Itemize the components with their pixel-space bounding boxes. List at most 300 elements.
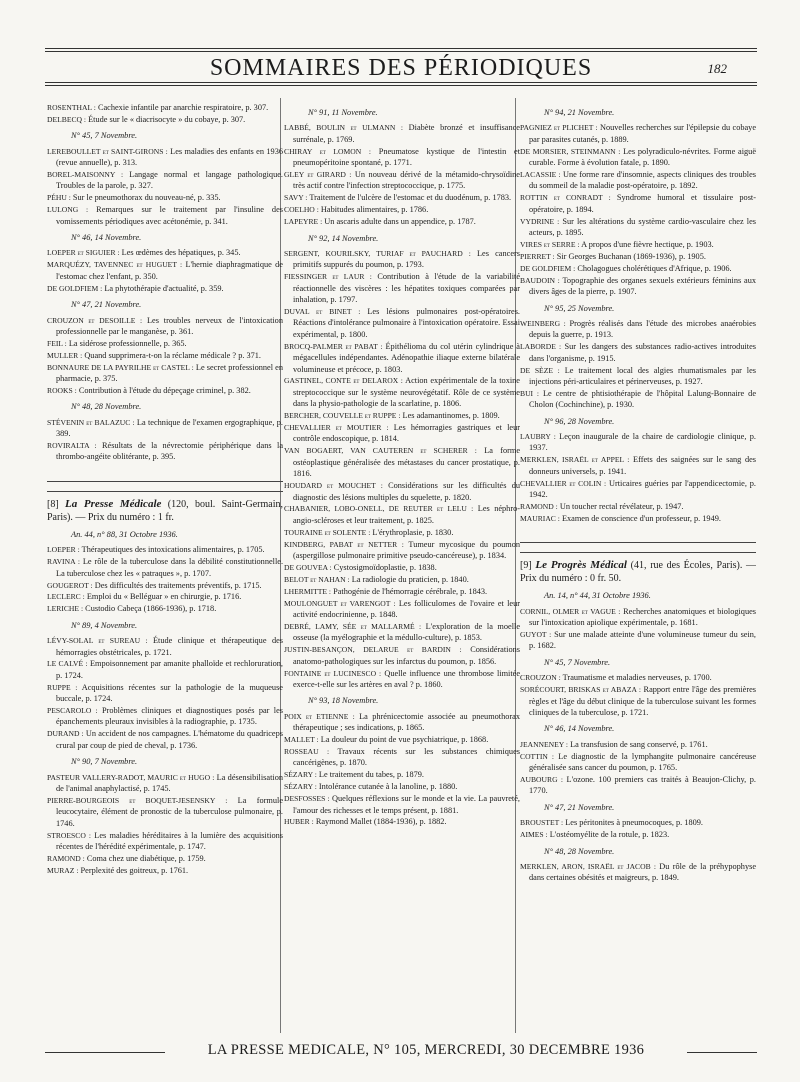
issue-heading: An. 44, n° 88, 31 Octobre 1936.	[71, 529, 178, 539]
summary-entry	[520, 251, 756, 262]
entry-text: L'ostéomyélite de la rotule, p. 1823.	[549, 830, 670, 840]
entry-text: La phytothérapie d'actualité, p. 359.	[104, 283, 224, 293]
entry-authors: PASTEUR VALLERY-RADOT, MAURIC et HUGO :	[47, 772, 215, 782]
summary-entry	[284, 122, 520, 145]
journal-name: La Presse Médicale	[65, 497, 162, 510]
entry-authors: HOUDARD et MOUCHET :	[284, 481, 383, 491]
journal-details: (41, rue des Écoles, Paris). — Prix du numéro : 0 fr. 50.	[520, 560, 756, 585]
summary-entry	[520, 365, 756, 388]
entry-authors: RAMOND :	[47, 853, 85, 863]
issue-heading: N° 48, 28 Novembre.	[71, 402, 142, 412]
summary-entry	[284, 621, 520, 644]
entry-text: Le traitement du tabes, p. 1879.	[318, 770, 424, 780]
summary-entry	[284, 793, 520, 816]
summary-entry	[284, 668, 520, 691]
entry-authors: CHEVALLIER et COLIN :	[520, 478, 607, 488]
entry-text: Les lésions pulmonaires post-opératoires. Réactions d'intolérance pulmonaire à l'intoxication opératoire. Essai expérimental, p. 1800.	[293, 307, 520, 339]
summary-entry	[47, 682, 283, 705]
entry-text: Un nouveau dérivé de la métamido-chrysoïdine très actif contre l'infection streptococcique, p. 1775.	[293, 170, 520, 191]
entry-text: Quelques réflexions sur le monde et la vie. La pauvreté, l'amour des richesses et le temps présent, p. 1881.	[293, 794, 520, 815]
column-left	[47, 102, 283, 1032]
summary-entry	[284, 769, 520, 780]
entry-authors: DE GOUVEA :	[284, 562, 332, 572]
summary-entry	[47, 853, 283, 864]
entry-text: L'érythroplasie, p. 1830.	[372, 527, 454, 537]
entry-authors: ROSENTHAL :	[47, 103, 96, 112]
entry-text: L'exploration de la moelle osseuse (la myélographie et la médullo-culture), p. 1853.	[293, 621, 520, 643]
footer-text: LA PRESSE MEDICALE, N° 105, MERCREDI, 30 DECEMBRE 1936	[207, 1042, 645, 1058]
entry-text: Diabète bronzé et insuffisance surrénale, p. 1769.	[293, 123, 520, 144]
entry-text: Les hémorragies gastriques et leur contrôle endoscopique, p. 1814.	[293, 423, 520, 444]
entry-text: La sidérose professionnelle, p. 365.	[68, 338, 187, 348]
footer-rule	[45, 1052, 165, 1053]
entry-authors: GOUGEROT :	[47, 580, 93, 590]
summary-entry	[520, 751, 756, 774]
entry-text: Coma chez une diabétique, p. 1759.	[86, 853, 206, 863]
summary-entry	[47, 417, 283, 440]
journal-details: (120, boul. Saint-Germain, Paris). — Prix du numéro : 1 fr.	[47, 498, 283, 523]
entry-authors: DE SÈZE :	[520, 365, 560, 375]
entry-authors: ROVIRALTA :	[47, 441, 97, 451]
summary-entry	[284, 644, 520, 667]
entry-text: Du rôle de la préhypophyse dans certaines obésités et maigreurs, p. 1849.	[529, 861, 756, 883]
summary-entry	[284, 146, 520, 169]
entry-text: Contribution à l'étude du dépeçage criminel, p. 382.	[78, 385, 251, 395]
entry-text: Action expérimentale de la toxine streptococcique sur le système neurovégétatif. Rôle de ce système dans la physio-pathologie de la scarlatine, p. 1806.	[293, 376, 520, 409]
summary-entry	[284, 169, 520, 192]
entry-text: Sir Georges Buchanan (1869-1936), p. 1905.	[556, 251, 706, 261]
summary-entry	[520, 774, 756, 797]
summary-entry	[47, 114, 283, 125]
summary-entry	[284, 711, 520, 734]
summary-entry	[520, 431, 756, 454]
issue-heading: An. 14, n° 44, 31 Octobre 1936.	[544, 591, 651, 601]
entry-authors: LAUBRY :	[520, 432, 556, 442]
entry-text: La forme ostéoplastique généralisée des métastases du cancer prostatique, p. 1816.	[293, 446, 520, 479]
summary-entry	[284, 816, 520, 827]
header-rule	[45, 82, 757, 83]
issue-heading: N° 94, 21 Novembre.	[544, 108, 615, 117]
entry-text: Les folliculomes de l'ovaire et leur activité endocrinienne, p. 1848.	[293, 598, 520, 620]
summary-entry	[284, 410, 520, 421]
entry-text: Rapport entre l'âge des premières règles et l'âge du début clinique de la tuberculose suivant les formes cliniques de la tuberculose, p. 1721.	[529, 685, 756, 717]
summary-entry	[520, 861, 756, 884]
summary-entry	[284, 216, 520, 227]
summary-entry	[284, 562, 520, 573]
summary-entry	[520, 216, 756, 239]
entry-text: Urticaires guéries par l'appendicectomie, p. 1942.	[529, 478, 756, 500]
entry-text: Empoisonnement par amanite phalloïde et rechloruration, p. 1724.	[56, 659, 283, 680]
entry-authors: DUVAL et BINET :	[284, 307, 361, 316]
entry-authors: DEBRÉ, LAMY, SÉE et MALLARMÉ :	[284, 621, 422, 631]
entry-authors: MAURIAC :	[520, 513, 560, 523]
summary-entry	[47, 362, 283, 385]
summary-entry	[47, 350, 283, 361]
summary-entry	[47, 635, 283, 658]
entry-text: Les péritonites à pneumocoques, p. 1809.	[565, 818, 703, 828]
entry-authors: PAGNIEZ et PLICHET :	[520, 123, 598, 133]
entry-text: Traitement de l'ulcère de l'estomac et du duodénum, p. 1783.	[309, 193, 512, 203]
entry-text: Syndrome humoral et tissulaire post-opératoire, p. 1894.	[529, 193, 756, 214]
summary-entry	[520, 318, 756, 341]
entry-text: Custodio Cabeça (1866-1936), p. 1718.	[85, 604, 217, 614]
issue-heading: N° 45, 7 Novembre.	[71, 131, 138, 141]
summary-entry	[520, 239, 756, 250]
summary-entry	[47, 315, 283, 338]
summary-entry	[520, 817, 756, 828]
summary-entry	[284, 746, 520, 769]
entry-authors: SÉZARY :	[284, 770, 317, 780]
entry-text: Un accident de nos campagnes. L'hématome du quadriceps crural par coup de pied de cheval, p. 1736.	[56, 729, 283, 750]
entry-authors: ROOKS :	[47, 385, 77, 395]
summary-entry	[520, 169, 756, 192]
summary-entry	[47, 865, 283, 876]
journal-number: [9]	[520, 560, 532, 572]
summary-entry	[520, 263, 756, 274]
entry-authors: MERKLEN, ARON, ISRAËL et JACOB :	[520, 861, 656, 871]
entry-authors: LE CALVÉ :	[47, 659, 88, 669]
entry-authors: BONNAURE DE LA PAYRILHE et CASTEL :	[47, 362, 194, 372]
entry-authors: MOULONGUET et VARENGOT :	[284, 598, 396, 608]
entry-authors: PIERRE-BOURGEOIS et BOQUET-JESENSKY :	[47, 795, 228, 805]
entry-authors: DE MORSIER, STEINMANN :	[520, 146, 621, 156]
summary-entry	[284, 271, 520, 305]
entry-text: Un toucher rectal révélateur, p. 1947.	[559, 502, 684, 511]
summary-entry	[284, 341, 520, 375]
summary-entry	[520, 501, 756, 512]
entry-text: Sur une malade atteinte d'une volumineuse tumeur du sein, p. 1682.	[529, 630, 756, 651]
summary-entry	[47, 772, 283, 795]
entry-authors: LHERMITTE :	[284, 586, 332, 596]
entry-text: Un ascaris adulte dans un appendice, p. 1787.	[324, 217, 476, 227]
entry-text: Topographie des organes sexuels extérieurs féminins aux divers âges de la pierre, p. 1907.	[529, 275, 756, 297]
summary-entry	[284, 598, 520, 621]
entry-authors: BERCHER, COUVELLE et RUPPE :	[284, 411, 401, 421]
page-number: 182	[707, 61, 727, 76]
summary-entry	[47, 591, 283, 602]
entry-text: Cachexie infantile par anarchie respiratoire, p. 307.	[97, 103, 269, 112]
entry-text: Considérations anatomo-pathologiques sur les infarctus du poumon, p. 1856.	[293, 645, 520, 666]
entry-text: Les œdèmes des hépatiques, p. 345.	[121, 248, 241, 258]
entry-text: Acquisitions récentes sur la pathologie de la muqueuse buccale, p. 1724.	[56, 682, 283, 704]
issue-heading: N° 89, 4 Novembre.	[71, 620, 138, 630]
entry-authors: PÉHU :	[47, 193, 71, 203]
entry-text: L'ozone. 100 premiers cas traités à Beaujon-Clichy, p. 1770.	[529, 775, 756, 796]
entry-authors: BROUSTET :	[520, 818, 564, 828]
journal-number: [8]	[47, 498, 59, 510]
summary-entry	[47, 658, 283, 681]
entry-text: Le secret professionnel en pharmacie, p. 375.	[56, 362, 283, 384]
entry-authors: LECLERC :	[47, 592, 85, 602]
entry-authors: LACASSIE :	[520, 170, 561, 180]
entry-authors: MULLER :	[47, 350, 83, 360]
entry-text: Cystosigmoïdoplastie, p. 1838.	[333, 562, 437, 572]
entry-authors: GLEY et GIRARD :	[284, 170, 352, 180]
summary-entry	[284, 781, 520, 792]
summary-entry	[47, 544, 283, 555]
summary-entry	[520, 629, 756, 652]
summary-entry	[284, 734, 520, 745]
entry-text: Résultats de la névrectomie périphérique dans la thrombo-angéite oblitérante, p. 395.	[56, 441, 283, 462]
summary-entry	[47, 795, 283, 829]
summary-entry	[520, 122, 756, 145]
entry-text: Épithélioma du col utérin cylindrique à mégacellules indépendantes. Adénopathie iliaque externe bilatérale volumineuse et précoce, p. 1803.	[293, 341, 520, 374]
summary-entry	[520, 829, 756, 840]
summary-entry	[47, 603, 283, 614]
entry-text: Sur les altérations du système cardio-vasculaire chez les acteurs, p. 1895.	[529, 216, 756, 238]
entry-text: Progrès réalisés dans l'étude des microbes anaérobies depuis la guerre, p. 1913.	[529, 318, 756, 340]
issue-heading: N° 90, 7 Novembre.	[71, 757, 138, 767]
entry-authors: LOEPER et SIGUIER :	[47, 248, 120, 258]
entry-text: Le diagnostic de la lymphangite pulmonaire cancéreuse généralisée sans cancer du poumon, p. 1765.	[529, 751, 756, 773]
entry-authors: MURAZ :	[47, 865, 79, 875]
entry-text: Quelle influence une thrombose limitée exerce-t-elle sur les artères en aval ? p. 1860.	[293, 668, 520, 689]
entry-authors: DURAND :	[47, 729, 84, 739]
entry-text: Thérapeutiques des intoxications alimentaires, p. 1705.	[81, 545, 265, 555]
entry-text: Les néphro-angio-scléroses et leur traitement, p. 1825.	[293, 504, 520, 525]
entry-text: Examen de conscience d'un professeur, p. 1949.	[561, 513, 721, 523]
entry-text: Travaux récents sur les substances chimiques cancérigènes, p. 1870.	[293, 747, 520, 768]
journal-separator	[47, 481, 283, 492]
entry-authors: LAPEYRE :	[284, 217, 323, 227]
entry-authors: PIERRET :	[520, 251, 555, 261]
entry-authors: CHABANIER, LOBO-ONELL, DE REUTER et LELU :	[284, 504, 474, 514]
entry-authors: BAUDOIN :	[520, 275, 560, 285]
entry-text: Perplexité des goitreux, p. 1761.	[80, 865, 189, 875]
entry-text: Les maladies des enfants en 1936 (revue annuelle), p. 313.	[56, 146, 283, 168]
journal-separator	[520, 542, 756, 553]
entry-authors: GASTINEL, CONTE et DELAROX :	[284, 376, 403, 386]
entry-authors: DELBECQ :	[47, 114, 87, 124]
issue-heading: N° 45, 7 Novembre.	[544, 657, 611, 667]
entry-text: Une forme rare d'insomnie, aspects cliniques des troubles du sommeil de la maladie post-opératoire, p. 1892.	[529, 170, 756, 191]
entry-text: Les cancers primitifs suppurés du poumon, p. 1793.	[293, 248, 520, 270]
entry-authors: HUBER :	[284, 817, 314, 827]
entry-authors: WEINBERG :	[520, 318, 566, 328]
entry-text: Des difficultés des traitements préventifs, p. 1715.	[94, 580, 262, 590]
entry-text: Recherches anatomiques et biologiques sur l'intoxication apiolique expérimentale, p. 1681.	[529, 606, 756, 628]
entry-authors: FONTAINE et LUCINESCO :	[284, 668, 382, 678]
entry-authors: AIMES :	[520, 830, 548, 840]
summary-entry	[284, 480, 520, 503]
entry-authors: FIESSINGER et LAUR :	[284, 272, 372, 282]
entry-authors: LERICHE :	[47, 604, 84, 614]
entry-authors: KINDBERG, PABAT et NETTER :	[284, 539, 404, 549]
entry-authors: MARQUÉZY, TAVENNEC et HUGUET :	[47, 260, 183, 270]
summary-entry	[47, 146, 283, 169]
summary-entry	[520, 606, 756, 629]
entry-text: Le rôle de la tuberculose dans la débilité constitutionnelle. La tuberculose chez les « patraques », p. 1707.	[56, 557, 283, 578]
entry-text: Tumeur mycosique du poumon (aspergillose pulmonaire primitive pseudo-cancéreuse), p. 1834.	[293, 539, 520, 561]
summary-entry	[47, 728, 283, 751]
footer-rule	[687, 1052, 757, 1053]
entry-authors: ROTTIN et CONRADT :	[520, 193, 611, 203]
entry-authors: VYDRINE :	[520, 216, 560, 226]
entry-authors: ROSSEAU :	[284, 747, 330, 757]
entry-text: La désensibilisation de l'animal anaphylactisé, p. 1745.	[56, 772, 283, 793]
entry-authors: DE GOLDFIEM :	[520, 263, 576, 273]
journal-name: Le Progrès Médical	[535, 559, 627, 572]
entry-authors: MERKLEN, ISRAËL et APPEL :	[520, 455, 630, 465]
summary-entry	[520, 146, 756, 169]
entry-authors: LABORDE :	[520, 342, 562, 352]
entry-text: Emploi du « Belléguar » en chirurgie, p. 1716.	[86, 592, 242, 602]
entry-text: Quand supprimera-t-on la réclame médicale ? p. 371.	[84, 350, 262, 360]
summary-entry	[47, 204, 283, 227]
summary-entry	[520, 672, 756, 683]
entry-authors: AUBOURG :	[520, 775, 564, 784]
entry-authors: BELOT et NAHAN :	[284, 574, 350, 584]
entry-text: Les polyradiculo-névrites. Forme aiguë curable. Forme à évolution fatale, p. 1890.	[529, 146, 756, 168]
entry-authors: PESCAROLO :	[47, 706, 98, 716]
summary-entry	[47, 385, 283, 396]
summary-entry	[47, 830, 283, 853]
entry-authors: SÉZARY :	[284, 782, 317, 792]
summary-entry	[520, 388, 756, 411]
entry-authors: CROUZON :	[520, 673, 561, 683]
issue-heading: N° 47, 21 Novembre.	[71, 300, 142, 310]
column-right	[520, 102, 756, 1032]
summary-entry	[47, 169, 283, 192]
entry-authors: BOREL-MAISONNY :	[47, 170, 124, 180]
entry-authors: BROCQ-PALMER et PABAT :	[284, 341, 383, 351]
entry-text: Effets des saignées sur le sang des donneurs universels, p. 1941.	[529, 455, 756, 476]
summary-entry	[284, 192, 520, 203]
entry-authors: CROUZON et DESOILLE :	[47, 315, 143, 325]
issue-heading: N° 91, 11 Novembre.	[308, 108, 378, 117]
entry-text: Pathogénie de l'hémorragie cérébrale, p. 1843.	[333, 586, 488, 596]
entry-authors: POIX et ETIENNE :	[284, 711, 355, 721]
entry-authors: MALLET :	[284, 735, 319, 745]
entry-authors: JUSTIN-BESANÇON, DELARUE et BARDIN :	[284, 645, 462, 655]
entry-authors: RAMOND :	[520, 502, 558, 511]
page-footer	[45, 1042, 757, 1064]
entry-authors: RAVINA :	[47, 557, 80, 567]
summary-entry	[520, 341, 756, 364]
summary-entry	[520, 513, 756, 524]
entry-text: Nouvelles recherches sur l'épilepsie du cobaye par parasites cutanés, p. 1889.	[529, 123, 756, 144]
summary-entry	[284, 422, 520, 445]
entry-authors: LULONG :	[47, 205, 89, 215]
issue-heading: N° 47, 21 Novembre.	[544, 802, 615, 812]
summary-entry	[47, 247, 283, 258]
summary-entry	[47, 338, 283, 349]
entry-text: Traumatisme et maladies nerveuses, p. 1700.	[562, 673, 712, 683]
entry-authors: BUI :	[520, 388, 539, 398]
summary-entry	[284, 586, 520, 597]
issue-heading: N° 95, 25 Novembre.	[544, 303, 615, 313]
entry-authors: SAVY :	[284, 193, 308, 203]
summary-entry	[520, 192, 756, 215]
issue-heading: N° 92, 14 Novembre.	[308, 233, 379, 243]
entry-authors: VAN BOGAERT, VAN CAUTEREN et SCHERER :	[284, 446, 477, 456]
entry-authors: DESFOSSES :	[284, 794, 330, 804]
header-rule	[45, 85, 757, 86]
entry-authors: COELHO :	[284, 205, 319, 215]
entry-text: La transfusion de sang conservé, p. 1761.	[570, 739, 708, 749]
entry-text: Les troubles nerveux de l'intoxication professionnelle par le manganèse, p. 361.	[56, 315, 283, 336]
issue-heading: N° 46, 14 Novembre.	[544, 724, 615, 734]
summary-entry	[284, 306, 520, 340]
summary-entry	[520, 275, 756, 298]
entry-authors: FEIL :	[47, 338, 67, 348]
entry-authors: LÉVY-SOLAL et SUREAU :	[47, 636, 148, 646]
entry-text: Contribution à l'étude de la variabilité réactionnelle des viscères : les hépatites toxiques comparées par inhalation, p. 1797.	[293, 272, 520, 305]
entry-authors: RUPPE :	[47, 682, 78, 692]
entry-text: La radiologie du praticien, p. 1840.	[351, 574, 469, 584]
summary-entry	[284, 539, 520, 562]
summary-entry	[284, 527, 520, 538]
summary-entry	[47, 440, 283, 463]
summary-entry	[47, 580, 283, 591]
entry-text: Langage normal et langage pathologique. Troubles de la parole, p. 327.	[56, 170, 283, 191]
entry-authors: JEANNENEY :	[520, 739, 569, 749]
entry-text: Les adamantinomes, p. 1809.	[402, 411, 500, 421]
entry-authors: GUYOT :	[520, 630, 552, 640]
summary-entry	[47, 192, 283, 203]
entry-text: Raymond Mallet (1884-1936), p. 1882.	[315, 817, 447, 827]
issue-heading: N° 46, 14 Novembre.	[71, 233, 142, 243]
header-rule	[45, 48, 757, 49]
entry-authors: LABBÉ, BOULIN et ULMANN :	[284, 123, 403, 133]
entry-text: Étude sur le « diacrisocyte » du cobaye, p. 307.	[88, 114, 246, 124]
summary-entry	[47, 259, 283, 282]
entry-text: La douleur du point de vue psychiatrique, p. 1868.	[320, 735, 489, 745]
entry-authors: CORNIL, OLMER et VAGUE :	[520, 606, 621, 616]
summary-entry	[520, 478, 756, 501]
summary-entry	[284, 204, 520, 215]
entry-text: Habitudes alimentaires, p. 1786.	[320, 205, 429, 215]
summary-entry	[284, 574, 520, 585]
entry-text: La formule leucocytaire, élément de pronostic de la tuberculose pulmonaire, p. 1746.	[56, 795, 283, 828]
entry-authors: CHIRAY et LOMON :	[284, 146, 371, 156]
summary-entry	[520, 684, 756, 718]
summary-entry	[47, 705, 283, 728]
entry-authors: COTTIN :	[520, 751, 555, 761]
summary-entry	[284, 445, 520, 479]
entry-text: La phrénicectomie associée au pneumothorax thérapeutique ; ses indications, p. 1865.	[293, 711, 520, 733]
entry-text: A propos d'une fièvre hectique, p. 1903.	[581, 239, 714, 249]
entry-text: Étude clinique et thérapeutique des hémorragies obstétricales, p. 1721.	[56, 636, 283, 657]
entry-authors: LOEPER :	[47, 545, 80, 555]
summary-entry	[284, 248, 520, 271]
page-title: SOMMAIRES DES PÉRIODIQUES	[209, 55, 593, 81]
entry-text: L'hernie diaphragmatique de l'estomac chez l'enfant, p. 350.	[56, 260, 283, 281]
entry-authors: VIRES et SERRE :	[520, 239, 580, 249]
issue-heading: N° 93, 18 Novembre.	[308, 696, 379, 706]
summary-entry	[284, 503, 520, 526]
issue-heading: N° 96, 28 Novembre.	[544, 416, 615, 426]
issue-heading: N° 48, 28 Novembre.	[544, 846, 615, 856]
summary-entry	[284, 375, 520, 409]
entry-text: Les maladies héréditaires à la lumière des acquisitions récentes de l'hérédité expérimentale, p. 1747.	[56, 830, 283, 852]
entry-authors: STÉVENIN et BALAZUC :	[47, 417, 135, 427]
column-middle	[284, 102, 520, 1032]
entry-text: La technique de l'examen ergographique, p. 389.	[56, 417, 283, 439]
entry-text: Pneumatose kystique de l'intestin et pneumopéritoine spontané, p. 1771.	[293, 146, 520, 168]
journal-title	[520, 559, 756, 585]
header-rule	[45, 51, 757, 52]
summary-entry	[520, 454, 756, 477]
summary-entry	[47, 283, 283, 294]
entry-text: Leçon inaugurale de la chaire de cardiologie clinique, p. 1937.	[529, 432, 756, 453]
entry-authors: LEREBOULLET et SAINT-GIRONS :	[47, 146, 168, 156]
entry-authors: TOURAINE et SOLENTE :	[284, 527, 371, 537]
entry-text: Intolérance cutanée à la lanoline, p. 1880.	[318, 782, 458, 792]
entry-text: Cholagogues cholérétiques d'Afrique, p. 1906.	[577, 263, 732, 273]
entry-text: Considérations sur les difficultés du diagnostic des lésions multiples du squelette, p. 1820.	[293, 481, 520, 502]
page-header	[45, 44, 757, 88]
